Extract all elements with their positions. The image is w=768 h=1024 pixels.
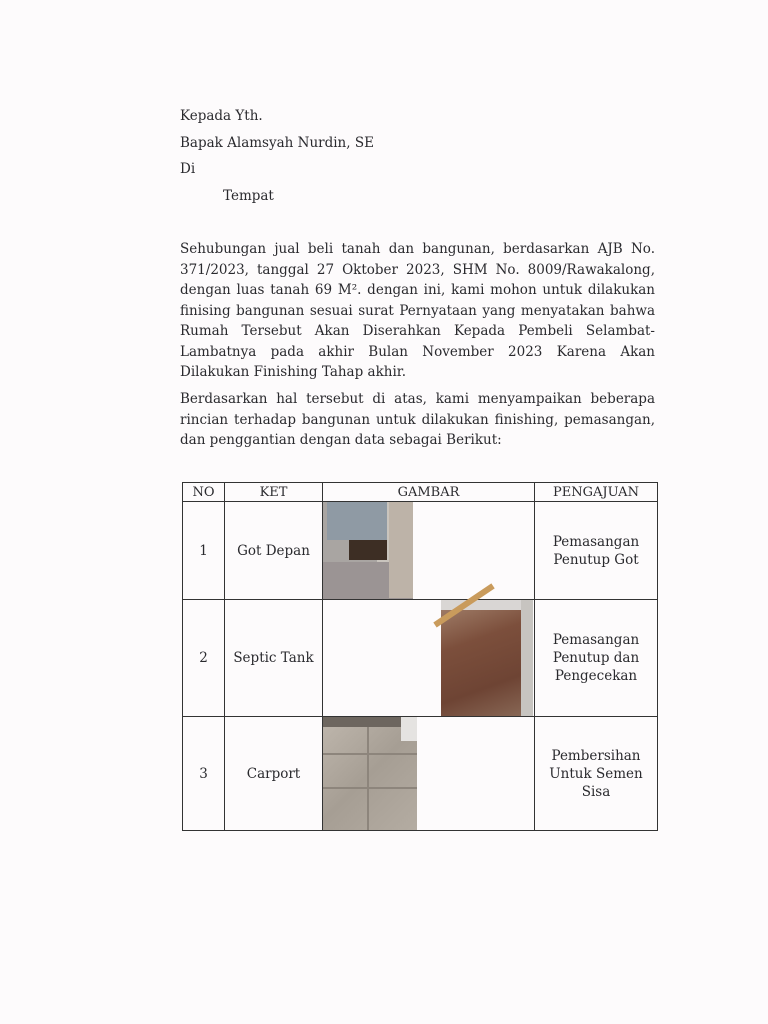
- header-gambar: GAMBAR: [323, 483, 535, 502]
- recipient-name: Bapak Alamsyah Nurdin, SE: [180, 135, 374, 151]
- row-pengajuan: Pemasangan Penutup dan Pengecekan: [535, 600, 658, 717]
- header-no: NO: [183, 483, 225, 502]
- row-pengajuan: Pemasangan Penutup Got: [535, 502, 658, 600]
- row-gambar: [323, 600, 535, 717]
- table-row: [183, 502, 658, 600]
- location: Tempat: [223, 188, 274, 204]
- row-ket: Carport: [225, 717, 323, 831]
- header-pengajuan: PENGAJUAN: [535, 483, 658, 502]
- details-table: [182, 482, 658, 831]
- intro-paragraph: Sehubungan jual beli tanah dan bangunan, berdasarkan AJB No. 371/2023, tanggal 27 Oktober 2023, SHM No. 8009/Rawakalong, dengan luas tanah 69 M². dengan ini, kami mohon untuk dilakukan finising bangunan sesuai surat Pernyataan yang menyatakan bahwa Rumah Tersebut Akan Diserahkan Kepada Pembeli Selambat-Lambatnya pada akhir Bulan November 2023 Karena Akan Dilakukan Finishing Tahap akhir.: [180, 241, 655, 380]
- row-gambar: [323, 502, 535, 600]
- gutter-photo: [323, 502, 413, 599]
- row-no: 1: [183, 502, 225, 600]
- details-paragraph: Berdasarkan hal tersebut di atas, kami menyampaikan beberapa rincian terhadap bangunan untuk dilakukan finishing, pemasangan, dan penggantian dengan data sebagai Berikut:: [180, 391, 655, 448]
- salutation: Kepada Yth.: [180, 108, 263, 124]
- row-ket: Got Depan: [225, 502, 323, 600]
- row-pengajuan: Pembersihan Untuk Semen Sisa: [535, 717, 658, 831]
- row-no: 3: [183, 717, 225, 831]
- table-header-row: [183, 483, 658, 502]
- row-ket: Septic Tank: [225, 600, 323, 717]
- table-row: [183, 600, 658, 717]
- header-ket: KET: [225, 483, 323, 502]
- location-prefix: Di: [180, 161, 196, 177]
- septic-tank-photo: [441, 600, 533, 716]
- table-row: [183, 717, 658, 831]
- row-gambar: [323, 717, 535, 831]
- row-no: 2: [183, 600, 225, 717]
- carport-photo: [323, 717, 417, 830]
